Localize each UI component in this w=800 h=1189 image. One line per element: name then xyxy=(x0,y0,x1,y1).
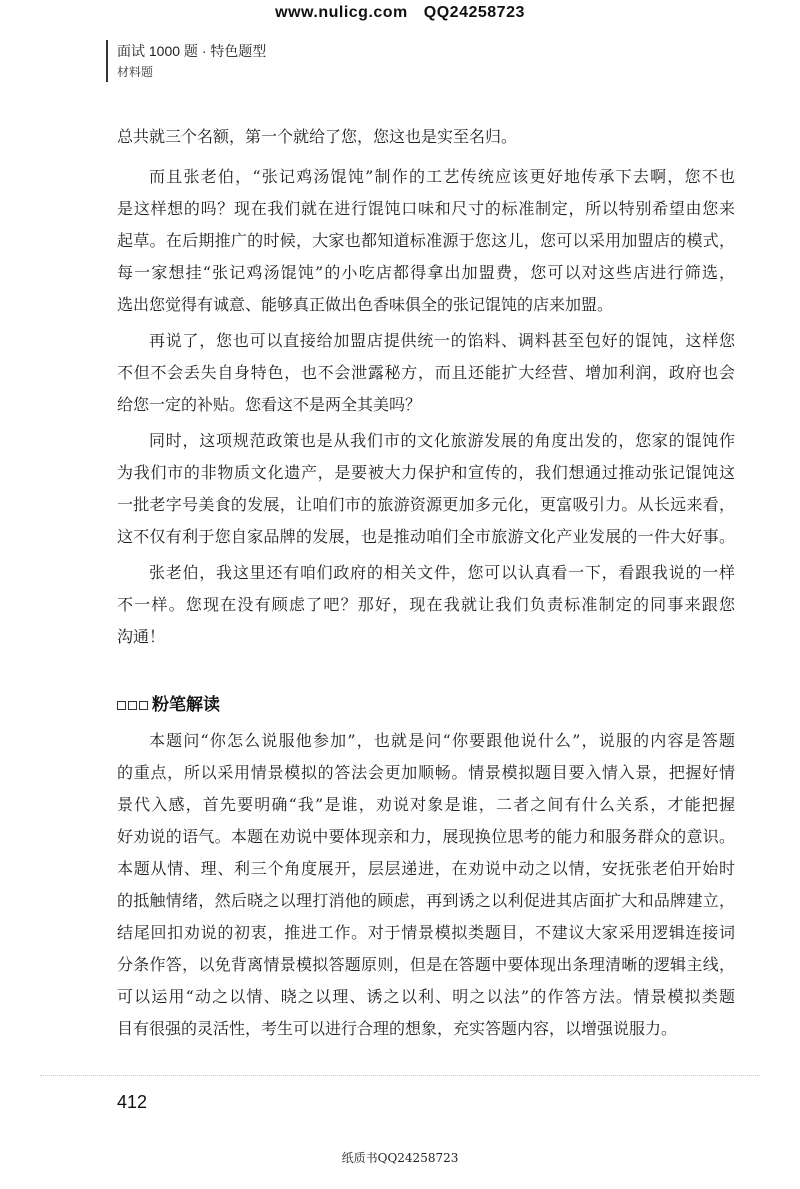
page-content xyxy=(117,121,735,1045)
running-header-bar xyxy=(106,40,108,82)
text-line: 可以运用“动之以情、晓之以理、诱之以利、明之以法”的作答方法。情景模拟类题 xyxy=(117,987,735,1006)
text-line: 的重点，所以采用情景模拟的答法会更加顺畅。情景模拟题目要入情入景，把握好情 xyxy=(117,763,735,782)
page-number: 412 xyxy=(117,1092,148,1112)
watermark-qq: QQ24258723 xyxy=(423,4,525,21)
text-line: 而且张老伯，“张记鸡汤馄饨”制作的工艺传统应该更好地传承下去啊，您不也 xyxy=(149,167,735,186)
scan-artifact-line xyxy=(40,1075,760,1076)
text-line: 结尾回扣劝说的初衷，推进工作。对于情景模拟类题目，不建议大家采用逻辑连接词 xyxy=(117,923,735,942)
analysis-heading xyxy=(117,689,735,721)
text-line: 同时，这项规范政策也是从我们市的文化旅游发展的角度出发的，您家的馄饨作 xyxy=(149,431,735,450)
text-line: 张老伯，我这里还有咱们政府的相关文件，您可以认真看一下，看跟我说的一样 xyxy=(149,563,735,582)
running-header-title: 面试 1000 题 · 特色题型 xyxy=(117,43,267,59)
paragraph xyxy=(117,725,735,1045)
book-section-icon xyxy=(117,701,148,710)
top-watermark xyxy=(0,2,800,24)
text-line: 是这样想的吗？现在我们就在进行馄饨口味和尺寸的标准制定，所以特别希望由您来 xyxy=(117,199,735,218)
paragraph xyxy=(117,557,735,653)
text-line: 本题问“你怎么说服他参加”，也就是问“你要跟他说什么”，说服的内容是答题 xyxy=(149,731,735,750)
text-line: 目有很强的灵活性，考生可以进行合理的想象，充实答题内容，以增强说服力。 xyxy=(117,1019,678,1038)
text-line: 沟通！ xyxy=(117,627,166,646)
text-line: 选出您觉得有诚意、能够真正做出色香味俱全的张记馄饨的店来加盟。 xyxy=(117,295,614,314)
paragraph xyxy=(117,325,735,421)
text-line: 景代入感，首先要明确“我”是谁，劝说对象是谁，二者之间有什么关系，才能把握 xyxy=(117,795,735,814)
watermark-url: www.nulicg.com xyxy=(275,4,408,21)
text-line: 再说了，您也可以直接给加盟店提供统一的馅料、调料甚至包好的馄饨，这样您 xyxy=(149,331,735,350)
text-line: 给您一定的补贴。您看这不是两全其美吗？ xyxy=(117,395,422,414)
paragraph xyxy=(117,161,735,321)
paragraph xyxy=(117,425,735,553)
text-line: 分条作答，以免背离情景模拟答题原则，但是在答题中要体现出条理清晰的逻辑主线， xyxy=(117,955,735,974)
text-line: 总共就三个名额，第一个就给了您，您这也是实至名归。 xyxy=(117,127,518,146)
text-line: 一批老字号美食的发展，让咱们市的旅游资源更加多元化，更富吸引力。从长远来看， xyxy=(117,495,735,514)
text-line: 本题从情、理、利三个角度展开，层层递进，在劝说中动之以情，安抚张老伯开始时 xyxy=(117,859,735,878)
paragraph xyxy=(117,121,735,153)
text-line: 不一样。您现在没有顾虑了吧？那好，现在我就让我们负责标准制定的同事来跟您 xyxy=(117,595,735,614)
text-line: 为我们市的非物质文化遗产，是要被大力保护和宣传的，我们想通过推动张记馄饨这 xyxy=(117,463,735,482)
text-line: 不但不会丢失自身特色，也不会泄露秘方，而且还能扩大经营、增加利润，政府也会 xyxy=(117,363,735,382)
text-line: 每一家想挂“张记鸡汤馄饨”的小吃店都得拿出加盟费，您可以对这些店进行筛选， xyxy=(117,263,735,282)
text-line: 起草。在后期推广的时候，大家也都知道标准源于您这儿，您可以采用加盟店的模式， xyxy=(117,231,735,250)
text-line: 这不仅有利于您自家品牌的发展，也是推动咱们全市旅游文化产业发展的一件大好事。 xyxy=(117,527,735,546)
analysis-heading-text: 粉笔解读 xyxy=(152,695,220,715)
text-line: 好劝说的语气。本题在劝说中要体现亲和力，展现换位思考的能力和服务群众的意识。 xyxy=(117,827,735,846)
bottom-watermark: 纸质书QQ24258723 xyxy=(341,1151,459,1165)
text-line: 的抵触情绪，然后晓之以理打消他的顾虑，再到诱之以利促进其店面扩大和品牌建立， xyxy=(117,891,735,910)
running-header-section: 材料题 xyxy=(117,65,154,79)
